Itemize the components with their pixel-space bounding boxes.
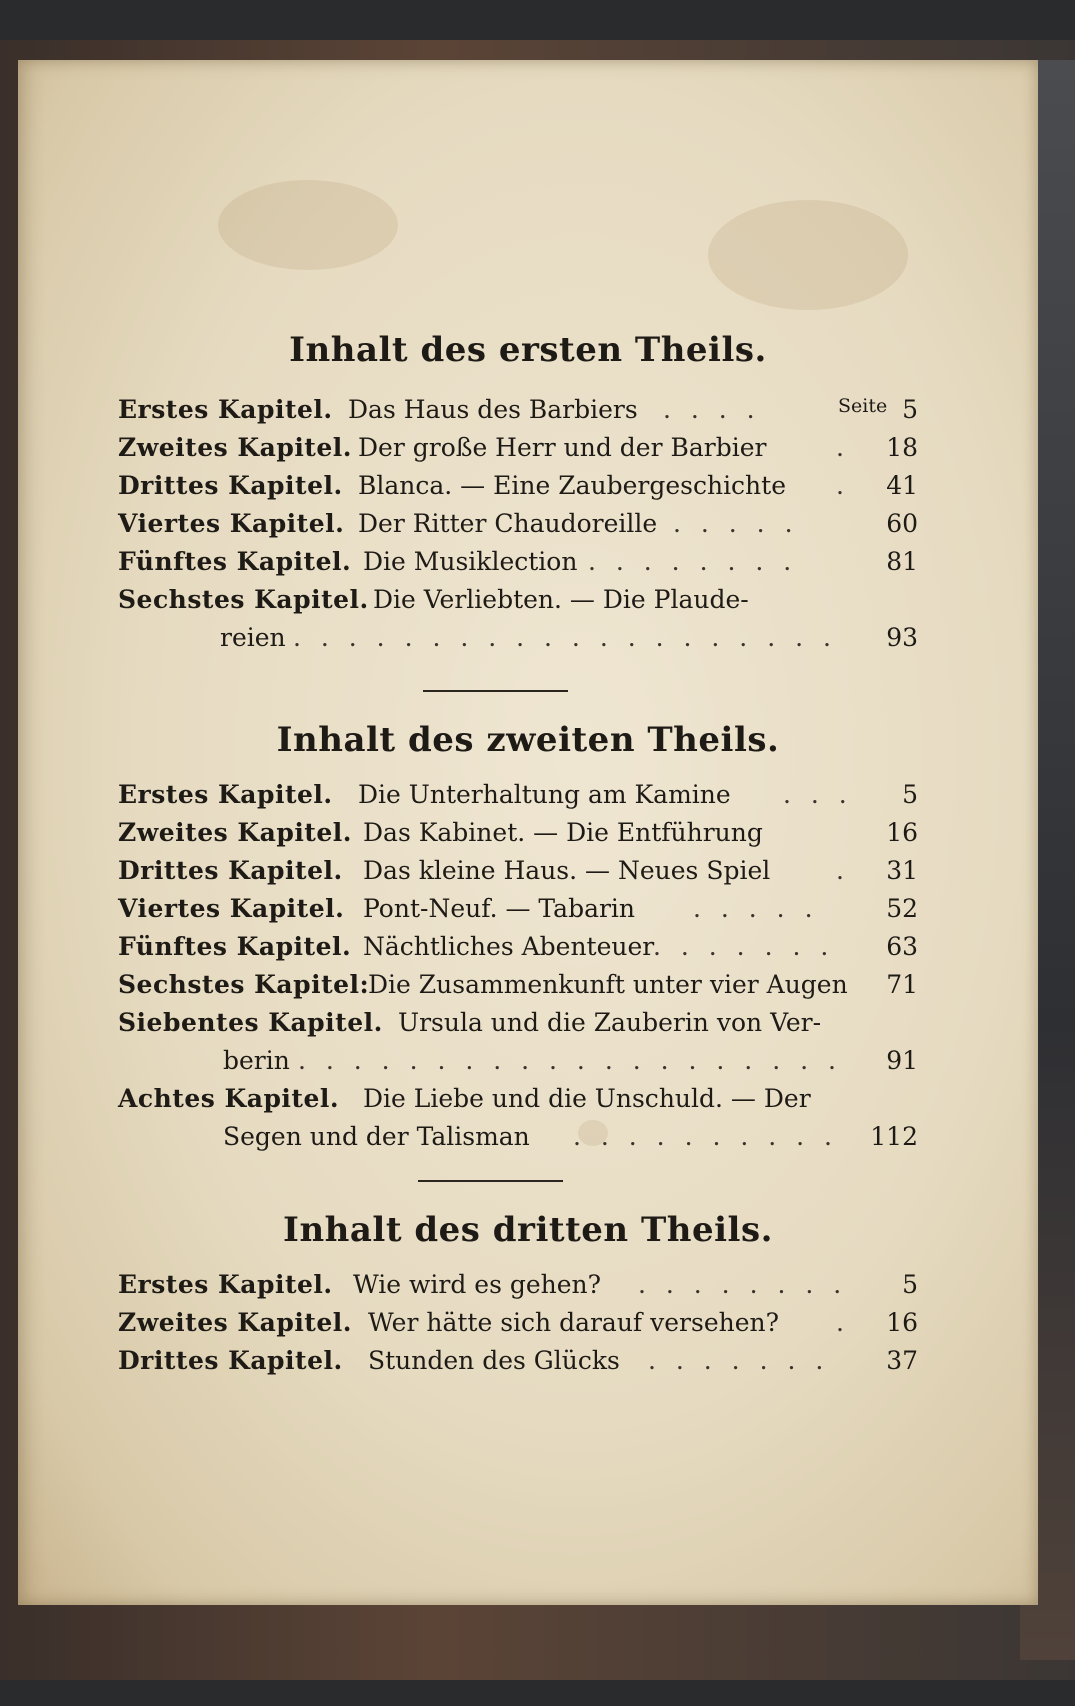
page-number: 5 bbox=[902, 1270, 918, 1299]
toc-entry bbox=[118, 395, 918, 433]
chapter-label: Viertes Kapitel. bbox=[118, 894, 345, 923]
leader-dots: . . . . . . . . . . . . . . . . . . . . bbox=[293, 623, 837, 652]
chapter-label: Drittes Kapitel. bbox=[118, 471, 343, 500]
leader-dots: . . . . . . . . . . . . . . . . . . . . bbox=[298, 1046, 842, 1075]
page-number: 60 bbox=[886, 509, 918, 538]
toc-entry bbox=[118, 856, 918, 894]
toc-entry-continuation bbox=[118, 623, 918, 661]
section-divider bbox=[418, 1180, 563, 1182]
section-divider bbox=[423, 690, 568, 692]
chapter-label: Erstes Kapitel. bbox=[118, 780, 333, 809]
page-number: 52 bbox=[886, 894, 918, 923]
toc-entry bbox=[118, 818, 918, 856]
page-number: 63 bbox=[886, 932, 918, 961]
page-number: 71 bbox=[886, 970, 918, 999]
toc-entry bbox=[118, 932, 918, 970]
page-number: 16 bbox=[886, 818, 918, 847]
toc-entry bbox=[118, 433, 918, 471]
leader-dots: . . . . . bbox=[673, 509, 799, 538]
chapter-label: Sechstes Kapitel: bbox=[118, 970, 370, 999]
toc-entry bbox=[118, 894, 918, 932]
toc-entry bbox=[118, 585, 918, 623]
chapter-label: Fünftes Kapitel. bbox=[118, 932, 352, 961]
toc-entry bbox=[118, 1308, 918, 1346]
leader-dots: . bbox=[836, 1308, 850, 1337]
page-number: 5 bbox=[902, 395, 918, 424]
chapter-title: Wer hätte sich darauf versehen? bbox=[368, 1308, 780, 1337]
chapter-title: Die Unterhaltung am Kamine bbox=[358, 780, 731, 809]
chapter-label: Erstes Kapitel. bbox=[118, 395, 333, 424]
toc-entry bbox=[118, 780, 918, 818]
leader-dots: . . . . . . . bbox=[648, 1346, 830, 1375]
page-number: 112 bbox=[870, 1122, 918, 1151]
chapter-title: Der große Herr und der Barbier bbox=[358, 433, 767, 462]
leader-dots: . . . bbox=[783, 780, 853, 809]
toc-entry bbox=[118, 1346, 918, 1384]
chapter-title-continuation: reien bbox=[220, 623, 286, 652]
leader-dots: . . . . . . . bbox=[653, 932, 835, 961]
toc-entry bbox=[118, 1084, 918, 1122]
section-heading: Inhalt des ersten Theils. bbox=[289, 330, 767, 370]
toc-entry bbox=[118, 1008, 918, 1046]
chapter-label: Achtes Kapitel. bbox=[118, 1084, 340, 1113]
chapter-title: Stunden des Glücks bbox=[368, 1346, 620, 1375]
chapter-title: Das kleine Haus. — Neues Spiel bbox=[363, 856, 771, 885]
chapter-title: Das Haus des Barbiers bbox=[348, 395, 638, 424]
section-heading: Inhalt des zweiten Theils. bbox=[276, 720, 780, 760]
chapter-title: Das Kabinet. — Die Entführung bbox=[363, 818, 763, 847]
page-number: 37 bbox=[886, 1346, 918, 1375]
toc-entry bbox=[118, 970, 918, 1008]
chapter-title: Pont-Neuf. — Tabarin bbox=[363, 894, 636, 923]
toc-entry bbox=[118, 471, 918, 509]
page-number: 93 bbox=[886, 623, 918, 652]
page-column-label: Seite bbox=[838, 395, 888, 417]
chapter-title: Die Zusammenkunft unter vier Augen bbox=[368, 970, 848, 999]
toc-entry-continuation bbox=[118, 1046, 918, 1084]
toc-entry bbox=[118, 547, 918, 585]
chapter-title: Die Musiklection bbox=[363, 547, 578, 576]
chapter-label: Zweites Kapitel. bbox=[118, 1308, 352, 1337]
toc-entry bbox=[118, 1270, 918, 1308]
leader-dots: . . . . . bbox=[693, 894, 819, 923]
chapter-title: Wie wird es gehen? bbox=[353, 1270, 602, 1299]
chapter-label: Drittes Kapitel. bbox=[118, 1346, 343, 1375]
leader-dots: . bbox=[836, 433, 850, 462]
chapter-label: Siebentes Kapitel. bbox=[118, 1008, 383, 1037]
chapter-title: Blanca. — Eine Zaubergeschichte bbox=[358, 471, 787, 500]
page-number: 31 bbox=[886, 856, 918, 885]
chapter-title-continuation: Segen und der Talisman bbox=[223, 1122, 530, 1151]
chapter-title: Die Verliebten. — Die Plaude- bbox=[373, 585, 749, 614]
page-number: 41 bbox=[886, 471, 918, 500]
page-number: 91 bbox=[886, 1046, 918, 1075]
chapter-title: Ursula und die Zauberin von Ver- bbox=[398, 1008, 822, 1037]
leader-dots: . bbox=[836, 856, 850, 885]
chapter-title: Der Ritter Chaudoreille bbox=[358, 509, 658, 538]
page-number: 81 bbox=[886, 547, 918, 576]
leader-dots: . . . . . . . . bbox=[638, 1270, 848, 1299]
toc-entry-continuation bbox=[118, 1122, 918, 1160]
chapter-label: Zweites Kapitel. bbox=[118, 818, 352, 847]
page-number: 16 bbox=[886, 1308, 918, 1337]
chapter-label: Erstes Kapitel. bbox=[118, 1270, 333, 1299]
leader-dots: . . . . bbox=[663, 395, 761, 424]
section-heading: Inhalt des dritten Theils. bbox=[283, 1210, 773, 1250]
page-number: 5 bbox=[902, 780, 918, 809]
book-page bbox=[18, 60, 1038, 1605]
leader-dots: . . . . . . . . . . bbox=[573, 1122, 838, 1151]
leader-dots: . bbox=[836, 471, 850, 500]
table-of-contents bbox=[18, 60, 1038, 1605]
chapter-title: Nächtliches Abenteuer bbox=[363, 932, 655, 961]
chapter-label: Drittes Kapitel. bbox=[118, 856, 343, 885]
chapter-label: Sechstes Kapitel. bbox=[118, 585, 369, 614]
chapter-label: Fünftes Kapitel. bbox=[118, 547, 352, 576]
chapter-label: Zweites Kapitel. bbox=[118, 433, 352, 462]
chapter-title-continuation: berin bbox=[223, 1046, 290, 1075]
toc-entry bbox=[118, 509, 918, 547]
page-number: 18 bbox=[886, 433, 918, 462]
leader-dots: . . . . . . . . bbox=[588, 547, 798, 576]
chapter-title: Die Liebe und die Unschuld. — Der bbox=[363, 1084, 811, 1113]
chapter-label: Viertes Kapitel. bbox=[118, 509, 345, 538]
